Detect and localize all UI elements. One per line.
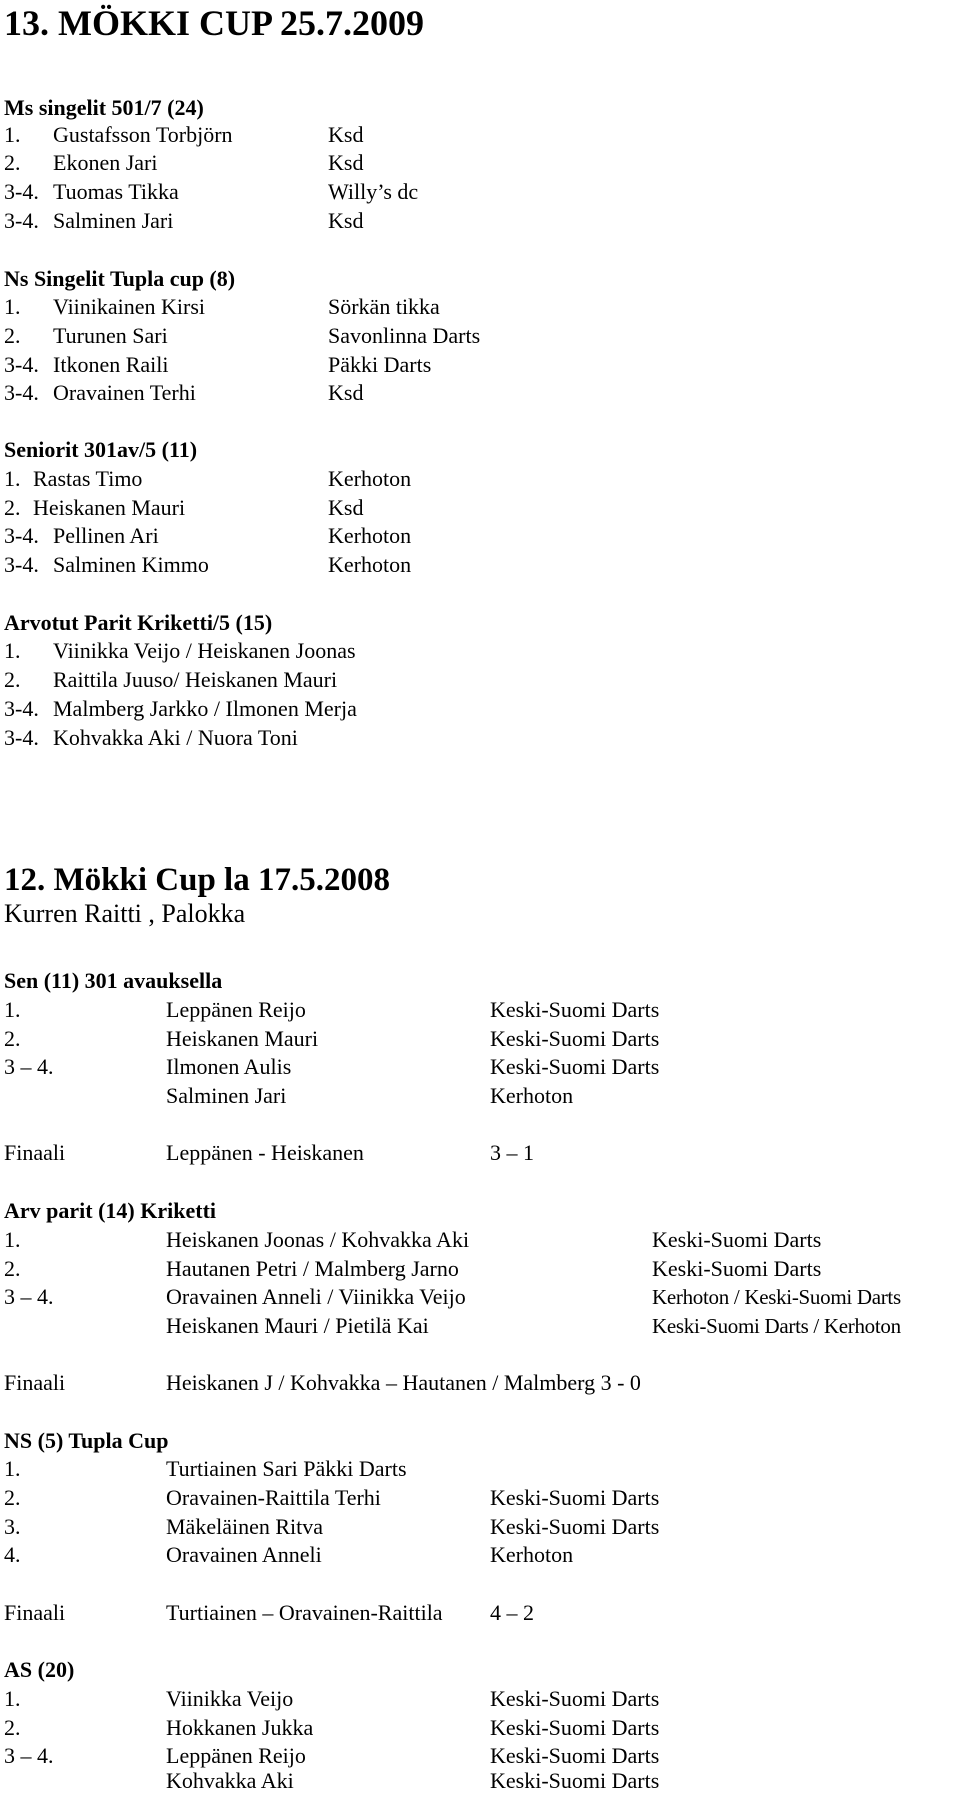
heading-text-kriketti: Kriketti [140, 1198, 217, 1223]
rank: 3 – 4. [4, 1743, 54, 1768]
club: Savonlinna Darts [328, 323, 481, 348]
club: Keski-Suomi Darts [490, 997, 660, 1022]
club: Ksd [328, 495, 364, 520]
player-name: Heiskanen Mauri [33, 495, 186, 520]
player-name: Salminen Jari [166, 1083, 287, 1108]
pair-names: Malmberg Jarkko / Ilmonen Merja [53, 696, 357, 721]
club: Ksd [328, 380, 364, 405]
rank: 3-4. [4, 696, 39, 721]
player-name: Mäkeläinen Ritva [166, 1514, 324, 1539]
final-match: Heiskanen J / Kohvakka – Hautanen / Malmberg 3 - 0 [166, 1370, 641, 1395]
rank: 1. [4, 997, 21, 1022]
club: Ksd [328, 150, 364, 175]
club: Kerhoton / Keski-Suomi Darts [652, 1285, 901, 1309]
rank: 2. [4, 495, 21, 520]
player-name: Viinikka Veijo [166, 1686, 294, 1711]
club: Keski-Suomi Darts [490, 1715, 660, 1740]
rank: 2. [4, 323, 21, 348]
player-name: Ekonen Jari [53, 150, 158, 175]
rank: 2. [4, 1026, 21, 1051]
club: Ksd [328, 122, 364, 147]
club: Keski-Suomi Darts [490, 1054, 660, 1079]
club: Keski-Suomi Darts [490, 1768, 660, 1793]
rank: 2. [4, 667, 21, 692]
player-name: Salminen Jari [53, 208, 174, 233]
event-title: 12. Mökki Cup la 17.5.2008 [4, 862, 390, 898]
player-name: Turtiainen Sari Päkki Darts [166, 1456, 407, 1481]
club: Keski-Suomi Darts [490, 1026, 660, 1051]
page-title: 13. MÖKKI CUP 25.7.2009 [4, 3, 424, 43]
section-heading-ms-singelit: Ms singelit 501/7 (24) [4, 95, 204, 120]
final-score: 3 – 1 [490, 1140, 534, 1165]
final-match: Turtiainen – Oravainen-Raittila [166, 1600, 443, 1625]
rank: 2. [4, 1715, 21, 1740]
club: Ksd [328, 208, 364, 233]
club: Kerhoton [328, 523, 412, 548]
section-heading-arv-parit [4, 1197, 216, 1225]
player-name: Oravainen Anneli [166, 1542, 322, 1567]
player-name: Turunen Sari [53, 323, 168, 348]
rank: 2. [4, 150, 21, 175]
rank: 3-4. [4, 725, 39, 750]
rank: 1. [4, 122, 21, 147]
rank: 3 – 4. [4, 1054, 54, 1079]
rank: 3-4. [4, 380, 39, 405]
section-heading-ns-tupla-cup: NS (5) Tupla Cup [4, 1428, 169, 1453]
final-match: Leppänen - Heiskanen [166, 1140, 364, 1165]
rank: 1. [4, 294, 21, 319]
club: Keski-Suomi Darts [652, 1227, 822, 1252]
rank: 4. [4, 1542, 21, 1567]
player-name: Ilmonen Aulis [166, 1054, 292, 1079]
pair-names: Viinikka Veijo / Heiskanen Joonas [53, 638, 356, 663]
heading-text: Arv parit (14) [4, 1198, 141, 1223]
rank: 3 – 4. [4, 1284, 54, 1309]
section-heading-ns-singelit: Ns Singelit Tupla cup (8) [4, 266, 236, 291]
section-heading-arvotut-parit: Arvotut Parit Kriketti/5 (15) [4, 610, 273, 635]
club: Keski-Suomi Darts [490, 1514, 660, 1539]
club: Kerhoton [490, 1083, 574, 1108]
rank: 1. [4, 466, 21, 491]
pair-names: Hautanen Petri / Malmberg Jarno [166, 1256, 459, 1281]
final-label: Finaali [4, 1600, 66, 1625]
player-name: Salminen Kimmo [53, 552, 209, 577]
final-label: Finaali [4, 1370, 66, 1395]
player-name: Hokkanen Jukka [166, 1715, 314, 1740]
final-label: Finaali [4, 1140, 66, 1165]
player-name: Itkonen Raili [53, 352, 169, 377]
player-name: Gustafsson Torbjörn [53, 122, 233, 147]
player-name: Oravainen Terhi [53, 380, 196, 405]
club: Sörkän tikka [328, 294, 440, 319]
pair-names: Raittila Juuso/ Heiskanen Mauri [53, 667, 338, 692]
event-venue: Kurren Raitti , Palokka [4, 899, 246, 928]
rank: 3. [4, 1514, 21, 1539]
section-heading-sen: Sen (11) 301 avauksella [4, 968, 223, 993]
club: Keski-Suomi Darts [652, 1256, 822, 1281]
section-heading-seniorit: Seniorit 301av/5 (11) [4, 437, 198, 462]
rank: 3-4. [4, 208, 39, 233]
rank: 2. [4, 1485, 21, 1510]
player-name: Oravainen-Raittila Terhi [166, 1485, 381, 1510]
club: Keski-Suomi Darts [490, 1686, 660, 1711]
rank: 3-4. [4, 552, 39, 577]
pair-names: Heiskanen Joonas / Kohvakka Aki [166, 1227, 470, 1252]
club: Kerhoton [328, 466, 412, 491]
rank: 1. [4, 1227, 21, 1252]
player-name: Rastas Timo [33, 466, 143, 491]
player-name: Heiskanen Mauri [166, 1026, 319, 1051]
rank: 3-4. [4, 523, 39, 548]
section-heading-as: AS (20) [4, 1657, 75, 1682]
club: Keski-Suomi Darts / Kerhoton [652, 1314, 901, 1338]
pair-names: Oravainen Anneli / Viinikka Veijo [166, 1284, 466, 1309]
club: Päkki Darts [328, 352, 432, 377]
rank: 1. [4, 1686, 21, 1711]
player-name: Tuomas Tikka [53, 179, 179, 204]
player-name: Leppänen Reijo [166, 997, 306, 1022]
club: Kerhoton [490, 1542, 574, 1567]
rank: 1. [4, 1456, 21, 1481]
rank: 1. [4, 638, 21, 663]
player-name: Viinikainen Kirsi [53, 294, 206, 319]
rank: 3-4. [4, 352, 39, 377]
rank: 3-4. [4, 179, 39, 204]
club: Keski-Suomi Darts [490, 1485, 660, 1510]
pair-names: Heiskanen Mauri / Pietilä Kai [166, 1313, 429, 1338]
club: Keski-Suomi Darts [490, 1743, 660, 1768]
pair-names: Kohvakka Aki / Nuora Toni [53, 725, 298, 750]
rank: 2. [4, 1256, 21, 1281]
club: Willy’s dc [328, 179, 419, 204]
player-name: Pellinen Ari [53, 523, 159, 548]
club: Kerhoton [328, 552, 412, 577]
player-name: Kohvakka Aki [166, 1768, 294, 1793]
player-name: Leppänen Reijo [166, 1743, 306, 1768]
final-score: 4 – 2 [490, 1600, 534, 1625]
